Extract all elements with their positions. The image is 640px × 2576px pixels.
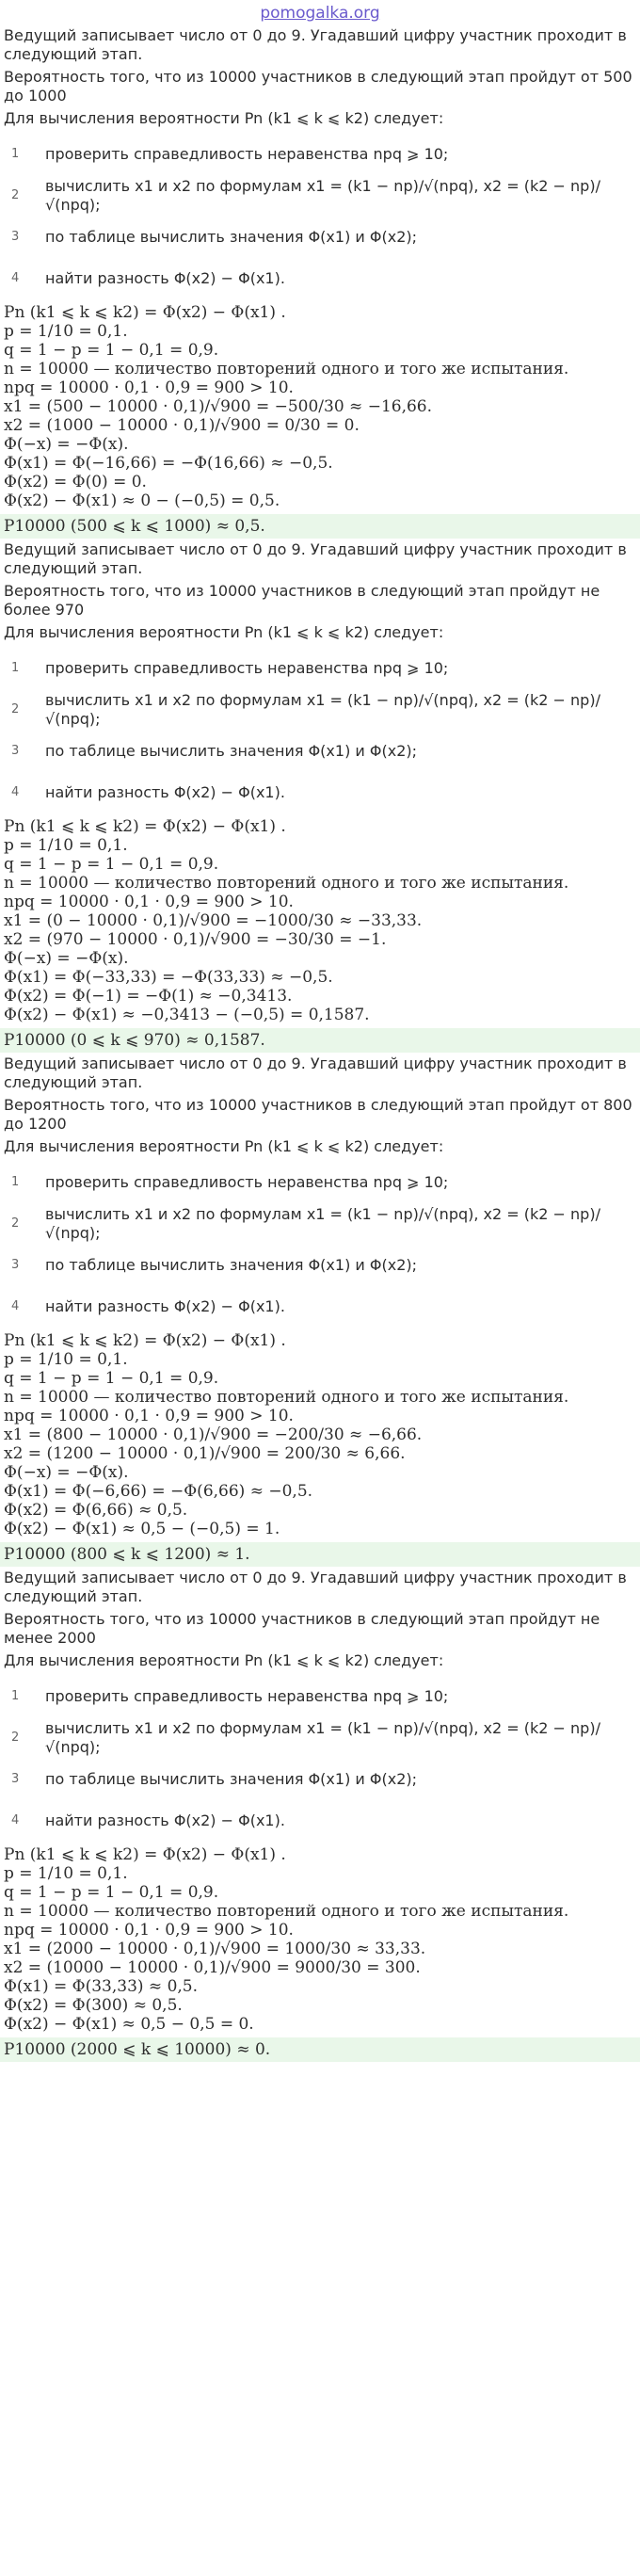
solution-line: q = 1 − p = 1 − 0,1 = 0,9.: [4, 855, 219, 874]
step-text: вычислить x1 и x2 по формулам x1 = (k1 − np)/√(npq), x2 = (k2 − np)/√(npq);: [45, 1205, 600, 1242]
problem-question: Вероятность того, что из 10000 участников в следующий этап пройдут не более 970: [4, 582, 600, 619]
solution-line: p = 1/10 = 0,1.: [4, 322, 128, 341]
solution-line: n = 10000 — количество повторений одного и того же испытания.: [4, 874, 569, 893]
problem-block: [0, 24, 640, 539]
solution-line: npq = 10000 · 0,1 · 0,9 = 900 > 10.: [4, 1407, 294, 1425]
solution-line: npq = 10000 · 0,1 · 0,9 = 900 > 10.: [4, 378, 294, 397]
step-item: [4, 1676, 636, 1717]
solution-lines: [4, 1331, 636, 1538]
solution-line: npq = 10000 · 0,1 · 0,9 = 900 > 10.: [4, 1921, 294, 1940]
solution-line: x2 = (1000 − 10000 · 0,1)/√900 = 0/30 = 0.: [4, 416, 360, 435]
solution-line: npq = 10000 · 0,1 · 0,9 = 900 > 10.: [4, 893, 294, 911]
step-item: [4, 217, 636, 258]
solution-lines: [4, 817, 636, 1024]
solution-line: Pn (k1 ⩽ k ⩽ k2) = Φ(x2) − Φ(x1) .: [4, 1845, 286, 1864]
solution-line: x1 = (800 − 10000 · 0,1)/√900 = −200/30 ≈ −6,66.: [4, 1425, 423, 1444]
solution-line: x2 = (10000 − 10000 · 0,1)/√900 = 9000/30 = 300.: [4, 1958, 421, 1977]
solution-line: Pn (k1 ⩽ k ⩽ k2) = Φ(x2) − Φ(x1) .: [4, 817, 286, 836]
formula-intro: Для вычисления вероятности Pn (k1 ⩽ k ⩽ k2) следует:: [4, 109, 444, 127]
solution-line: Pn (k1 ⩽ k ⩽ k2) = Φ(x2) − Φ(x1) .: [4, 303, 286, 322]
problem-intro: Ведущий записывает число от 0 до 9. Угадавший цифру участник проходит в следующий этап.: [4, 26, 627, 63]
solution-lines: [4, 303, 636, 510]
step-text: вычислить x1 и x2 по формулам x1 = (k1 − np)/√(npq), x2 = (k2 − np)/√(npq);: [45, 1719, 600, 1756]
solution-lines: [4, 1845, 636, 2034]
solution-line: x1 = (500 − 10000 · 0,1)/√900 = −500/30 ≈ −16,66.: [4, 397, 433, 416]
step-number: 1: [11, 1689, 20, 1703]
step-number: 4: [11, 1299, 20, 1313]
step-text: по таблице вычислить значения Φ(x1) и Φ(x2);: [45, 1256, 417, 1274]
solution-line: Φ(x2) = Φ(300) ≈ 0,5.: [4, 1996, 183, 2015]
step-text: найти разность Φ(x2) − Φ(x1).: [45, 1811, 285, 1829]
step-item: [4, 1759, 636, 1800]
step-item: [4, 1800, 636, 1842]
step-number: 1: [11, 147, 20, 161]
step-text: по таблице вычислить значения Φ(x1) и Φ(x2);: [45, 1770, 417, 1788]
step-text: найти разность Φ(x2) − Φ(x1).: [45, 783, 285, 801]
problem-block: [0, 1567, 640, 2062]
solution-line: Φ(−x) = −Φ(x).: [4, 949, 129, 968]
step-number: 3: [11, 744, 20, 758]
formula-intro: Для вычисления вероятности Pn (k1 ⩽ k ⩽ k2) следует:: [4, 1137, 444, 1155]
solution-line: Φ(x1) = Φ(−6,66) = −Φ(6,66) ≈ −0,5.: [4, 1482, 313, 1501]
step-item: [4, 772, 636, 813]
step-number: 4: [11, 271, 20, 285]
step-item: [4, 1286, 636, 1328]
solution-line: Pn (k1 ⩽ k ⩽ k2) = Φ(x2) − Φ(x1) .: [4, 1331, 286, 1350]
step-number: 2: [11, 1216, 20, 1231]
solution-line: Φ(x1) = Φ(−33,33) = −Φ(33,33) ≈ −0,5.: [4, 968, 333, 987]
solution-line: Φ(x2) − Φ(x1) ≈ 0,5 − 0,5 = 0.: [4, 2015, 254, 2034]
formula-intro: Для вычисления вероятности Pn (k1 ⩽ k ⩽ k2) следует:: [4, 1651, 444, 1669]
step-number: 2: [11, 188, 20, 202]
solution-line: Φ(x1) = Φ(33,33) ≈ 0,5.: [4, 1977, 199, 1996]
step-text: проверить справедливость неравенства npq ⩾ 10;: [45, 1173, 449, 1191]
answer-line: P10000 (2000 ⩽ k ⩽ 10000) ≈ 0.: [0, 2037, 640, 2062]
step-text: найти разность Φ(x2) − Φ(x1).: [45, 1297, 285, 1315]
solution-line: Φ(x1) = Φ(−16,66) = −Φ(16,66) ≈ −0,5.: [4, 454, 333, 473]
step-text: проверить справедливость неравенства npq ⩾ 10;: [45, 1687, 449, 1705]
steps-list: [4, 134, 636, 299]
step-number: 3: [11, 1772, 20, 1786]
step-number: 3: [11, 230, 20, 244]
solution-line: q = 1 − p = 1 − 0,1 = 0,9.: [4, 1883, 219, 1902]
formula-intro: Для вычисления вероятности Pn (k1 ⩽ k ⩽ k2) следует:: [4, 623, 444, 641]
step-number: 2: [11, 1731, 20, 1745]
solution-line: Φ(−x) = −Φ(x).: [4, 1463, 129, 1482]
step-item: [4, 258, 636, 299]
solution-line: Φ(x2) − Φ(x1) ≈ 0,5 − (−0,5) = 1.: [4, 1520, 280, 1538]
solution-line: x1 = (2000 − 10000 · 0,1)/√900 = 1000/30 ≈ 33,33.: [4, 1940, 426, 1958]
solution-line: n = 10000 — количество повторений одного и того же испытания.: [4, 1388, 569, 1407]
problem-question: Вероятность того, что из 10000 участников в следующий этап пройдут от 800 до 1200: [4, 1096, 632, 1133]
solution-content: [0, 24, 640, 2062]
solution-line: Φ(−x) = −Φ(x).: [4, 435, 129, 454]
steps-list: [4, 1162, 636, 1328]
step-text: вычислить x1 и x2 по формулам x1 = (k1 − np)/√(npq), x2 = (k2 − np)/√(npq);: [45, 691, 600, 728]
solution-line: Φ(x2) = Φ(6,66) ≈ 0,5.: [4, 1501, 188, 1520]
solution-line: Φ(x2) = Φ(0) = 0.: [4, 473, 147, 491]
step-number: 3: [11, 1258, 20, 1272]
solution-line: q = 1 − p = 1 − 0,1 = 0,9.: [4, 1369, 219, 1388]
solution-line: q = 1 − p = 1 − 0,1 = 0,9.: [4, 341, 219, 360]
step-item: [4, 1717, 636, 1759]
step-text: вычислить x1 и x2 по формулам x1 = (k1 − np)/√(npq), x2 = (k2 − np)/√(npq);: [45, 177, 600, 214]
solution-line: x2 = (970 − 10000 · 0,1)/√900 = −30/30 = −1.: [4, 930, 387, 949]
step-number: 1: [11, 661, 20, 675]
step-number: 1: [11, 1175, 20, 1189]
step-item: [4, 689, 636, 731]
solution-line: Φ(x2) = Φ(−1) = −Φ(1) ≈ −0,3413.: [4, 987, 293, 1006]
step-item: [4, 175, 636, 217]
step-text: по таблице вычислить значения Φ(x1) и Φ(x2);: [45, 742, 417, 760]
step-item: [4, 731, 636, 772]
answer-line: P10000 (800 ⩽ k ⩽ 1200) ≈ 1.: [0, 1542, 640, 1567]
step-number: 4: [11, 1813, 20, 1827]
step-item: [4, 1245, 636, 1286]
step-item: [4, 1203, 636, 1245]
step-text: найти разность Φ(x2) − Φ(x1).: [45, 269, 285, 287]
solution-line: p = 1/10 = 0,1.: [4, 1864, 128, 1883]
problem-block: [0, 1053, 640, 1567]
problem-intro: Ведущий записывает число от 0 до 9. Угадавший цифру участник проходит в следующий этап.: [4, 1055, 627, 1091]
solution-line: Φ(x2) − Φ(x1) ≈ −0,3413 − (−0,5) = 0,1587.: [4, 1006, 370, 1024]
step-text: по таблице вычислить значения Φ(x1) и Φ(x2);: [45, 228, 417, 246]
answer-line: P10000 (0 ⩽ k ⩽ 970) ≈ 0,1587.: [0, 1028, 640, 1053]
site-link[interactable]: pomogalka.org: [260, 4, 380, 23]
problem-question: Вероятность того, что из 10000 участников в следующий этап пройдут не менее 2000: [4, 1610, 600, 1647]
step-number: 2: [11, 702, 20, 716]
solution-line: n = 10000 — количество повторений одного и того же испытания.: [4, 360, 569, 378]
problem-block: [0, 539, 640, 1053]
steps-list: [4, 648, 636, 813]
answer-line: P10000 (500 ⩽ k ⩽ 1000) ≈ 0,5.: [0, 514, 640, 539]
step-number: 4: [11, 785, 20, 799]
solution-line: n = 10000 — количество повторений одного и того же испытания.: [4, 1902, 569, 1921]
step-text: проверить справедливость неравенства npq ⩾ 10;: [45, 659, 449, 677]
problem-intro: Ведущий записывает число от 0 до 9. Угадавший цифру участник проходит в следующий этап.: [4, 540, 627, 577]
step-item: [4, 648, 636, 689]
solution-line: Φ(x2) − Φ(x1) ≈ 0 − (−0,5) = 0,5.: [4, 491, 280, 510]
solution-line: x2 = (1200 − 10000 · 0,1)/√900 = 200/30 ≈ 6,66.: [4, 1444, 406, 1463]
problem-intro: Ведущий записывает число от 0 до 9. Угадавший цифру участник проходит в следующий этап.: [4, 1569, 627, 1605]
solution-line: p = 1/10 = 0,1.: [4, 1350, 128, 1369]
step-text: проверить справедливость неравенства npq ⩾ 10;: [45, 145, 449, 163]
step-item: [4, 134, 636, 175]
problem-question: Вероятность того, что из 10000 участников в следующий этап пройдут от 500 до 1000: [4, 68, 632, 105]
steps-list: [4, 1676, 636, 1842]
solution-line: p = 1/10 = 0,1.: [4, 836, 128, 855]
solution-line: x1 = (0 − 10000 · 0,1)/√900 = −1000/30 ≈ −33,33.: [4, 911, 423, 930]
step-item: [4, 1162, 636, 1203]
